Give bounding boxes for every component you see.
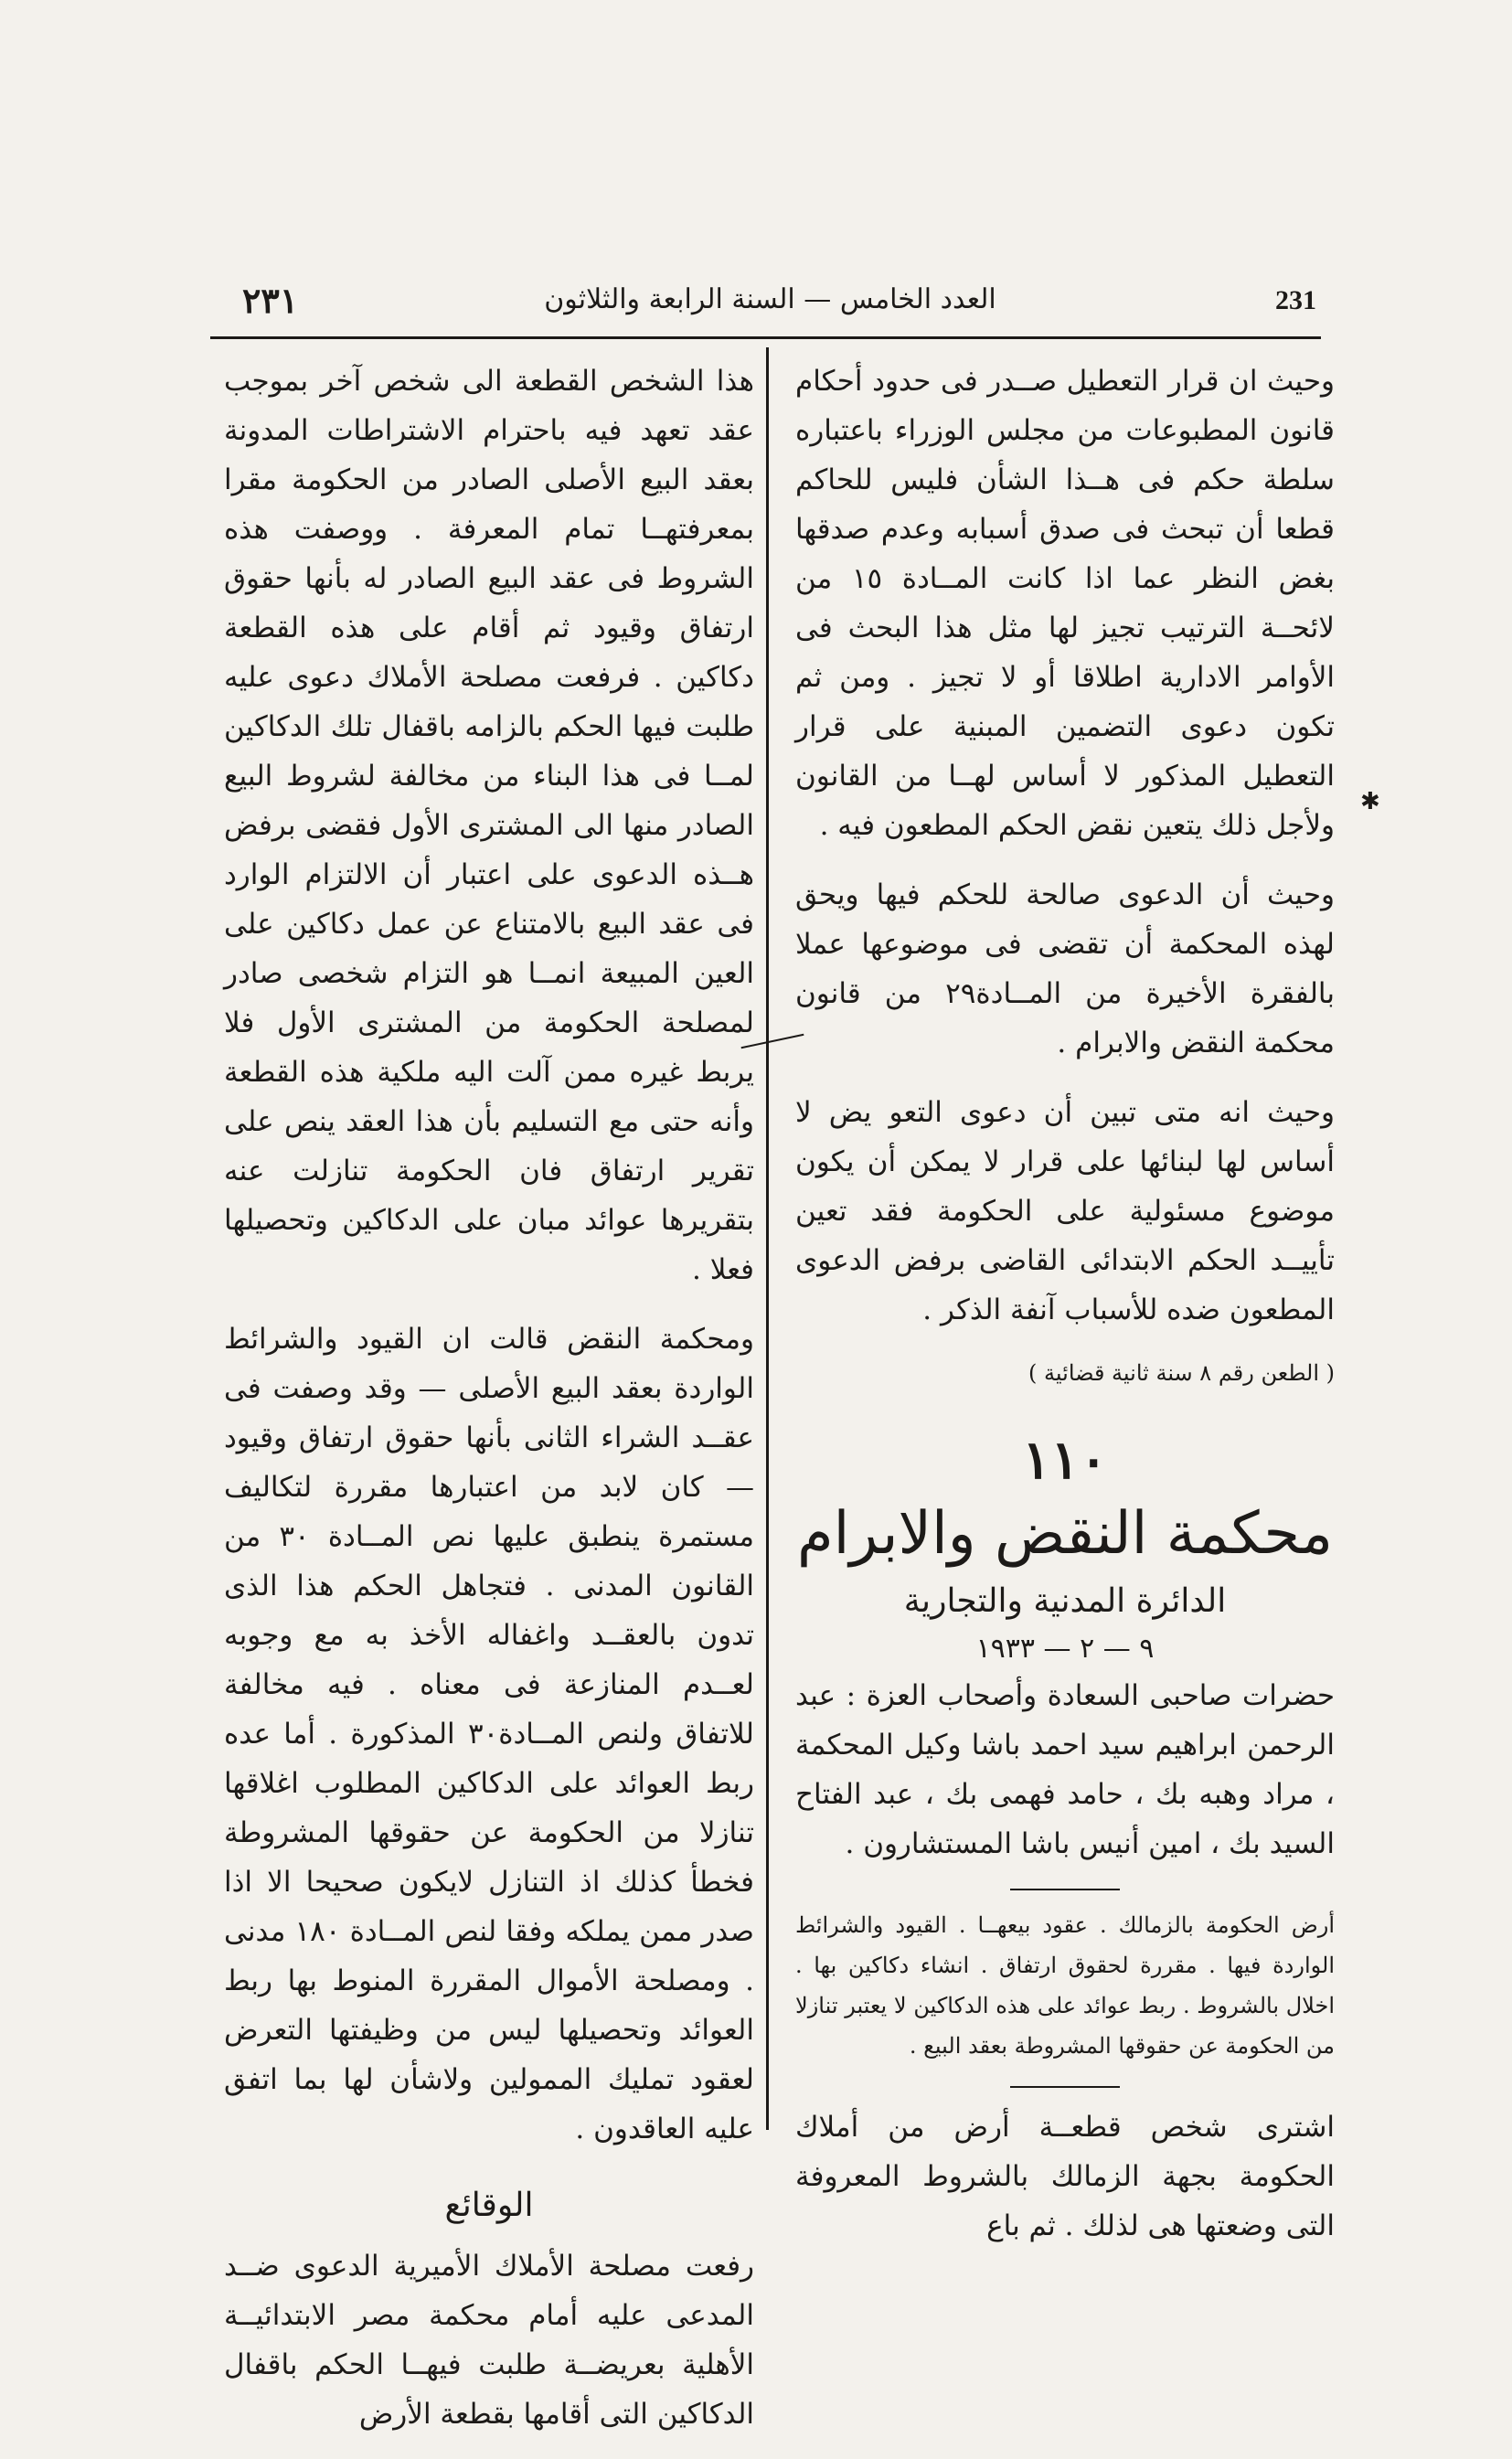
case-number: ١١٠: [1022, 1429, 1108, 1491]
page-number-arabic: ٢٣١: [242, 280, 299, 321]
paragraph: هذا الشخص القطعة الى شخص آخر بموجب عقد تعهد فيه باحترام الاشتراطات المدونة بعقد البيع الأصلى الصادر من الحكومة مقرا بمعرفتهــا تمام المعرفة . ووصفت هذه الشروط فى عقد البيع الصادر له بأنها حقوق ارتفاق وقيود ثم أقام على هذه القطعة دكاكين . فرفعت مصلحة الأملاك دعوى عليه طلبت فيها الحكم بالزامه باقفال تلك الدكاكين لمــا فى هذا البناء من مخالفة لشروط البيع الصادر منها الى المشترى الأول فقضى برفض هــذه الدعوى على اعتبار أن الالتزام الوارد فى عقد البيع بالامتناع عن عمل دكاكين على العين المبيعة انمــا هو التزام شخصى صادر لمصلحة الحكومة من المشترى الأول فلا يربط غيره ممن آلت اليه ملكية هذه القطعة وأنه حتى مع التسليم بأن هذا العقد ينص على تقرير ارتفاق فان الحكومة تنازلت عنه بتقريرها عوائد مبان على الدكاكين وتحصيلها فعلا .: [224, 365, 754, 1286]
running-title: العدد الخامس — السنة الرابعة والثلاثون: [544, 283, 996, 315]
divider: [1010, 2086, 1120, 2088]
margin-mark-icon: ✱: [1360, 788, 1380, 815]
court-name: محكمة النقض والابرام: [796, 1500, 1334, 1568]
column-divider: [766, 347, 769, 2130]
page-header: [215, 276, 1326, 331]
attendance-paragraph: حضرات صاحبى السعادة وأصحاب العزة : عبد الرحمن ابراهيم سيد احمد باشا وكيل المحكمة ، مراد وهبه بك ، حامد فهمى بك ، عبد الفتاح السيد بك ، امين أنيس باشا المستشارون .: [795, 1679, 1335, 1860]
paragraph: وحيث انه متى تبين أن دعوى التعو يض لا أساس لها لبنائها على قرار لا يمكن أن يكون موضوع مسئولية على الحكومة فقد تعين تأييــد الحكم الابتدائى القاضى برفض الدعوى المطعون ضده للأسباب آنفة الذكر .: [795, 1096, 1335, 1326]
ruling-date: ٩ — ٢ — ١٩٣٣: [975, 1633, 1155, 1665]
paragraph: رفعت مصلحة الأملاك الأميرية الدعوى ضــد المدعى عليه أمام محكمة مصر الابتدائيــة الأهلية بعريضــة طلبت فيهــا الحكم باقفال الدكاكين التى أقامها بقطعة الأرض: [224, 2250, 754, 2431]
divider: [1010, 1889, 1120, 1890]
paragraph: ومحكمة النقض قالت ان القيود والشرائط الواردة بعقد البيع الأصلى — وقد وصفت فى عقــد الشراء الثانى بأنها حقوق ارتفاق وقيود — كان لابد من اعتبارها مقررة لتكاليف مستمرة ينطبق عليها نص المــادة ٣٠ من القانون المدنى . فتجاهل الحكم هذا الذى تدون بالعقــد واغفاله الأخذ به مع وجوبه لعــدم المنازعة فى معناه . فيه مخالفة للاتفاق ولنص المــادة٣٠ المذكورة . أما عده ربط العوائد على الدكاكين المطلوب اغلاقها تنازلا من الحكومة عن حقوقها المشروطة فخطأ كذلك اذ التنازل لايكون صحيحا الا اذا صدر ممن يملكه وفقا لنص المــادة ١٨٠ مدنى . ومصلحة الأموال المقررة المنوط بها ربط العوائد وتحصيلها ليس من وظيفتها التعرض لعقود تمليك الممولين ولاشأن لها بما اتفق عليه العاقدون .: [224, 1323, 754, 2145]
page-number-latin: 231: [1275, 285, 1316, 315]
chamber-name: الدائرة المدنية والتجارية: [903, 1582, 1227, 1620]
left-column: [224, 357, 754, 2459]
header-rule: [210, 336, 1321, 339]
summary-paragraph: أرض الحكومة بالزمالك . عقود بيعهــا . القيود والشرائط الواردة فيها . مقررة لحقوق ارتفاق . انشاء دكاكين بها . اخلال بالشروط . ربط عوائد على هذه الدكاكين لا يعتبر تنازلا من الحكومة عن حقوقها المشروطة بعقد البيع .: [795, 1912, 1336, 2059]
paragraph: وحيث أن الدعوى صالحة للحكم فيها ويحق لهذه المحكمة أن تقضى فى موضوعها عملا بالفقرة الأخيرة من المــادة٢٩ من قانون محكمة النقض والابرام .: [795, 878, 1335, 1059]
right-column: [795, 357, 1335, 2271]
facts-heading: الوقائع: [444, 2187, 534, 2224]
paragraph: وحيث ان قرار التعطيل صــدر فى حدود أحكام قانون المطبوعات من مجلس الوزراء باعتباره سلطة حكم فى هــذا الشأن فليس للحاكم قطعا أن تبحث فى صدق أسبابه وعدم صدقها بغض النظر عما اذا كانت المــادة ١٥ من لائحــة الترتيب تجيز لها مثل هذا البحث فى الأوامر الادارية اطلاقا أو لا تجيز . ومن ثم تكون دعوى التضمين المبنية على قرار التعطيل المذكور لا أساس لهــا من القانون ولأجل ذلك يتعين نقض الحكم المطعون فيه .: [795, 365, 1336, 842]
appeal-note: ( الطعن رقم ٨ سنة ثانية قضائية ): [1028, 1360, 1335, 1386]
paragraph: اشترى شخص قطعــة أرض من أملاك الحكومة بجهة الزمالك بالشروط المعروفة التى وضعتها هى لذلك . ثم باع: [795, 2111, 1335, 2242]
